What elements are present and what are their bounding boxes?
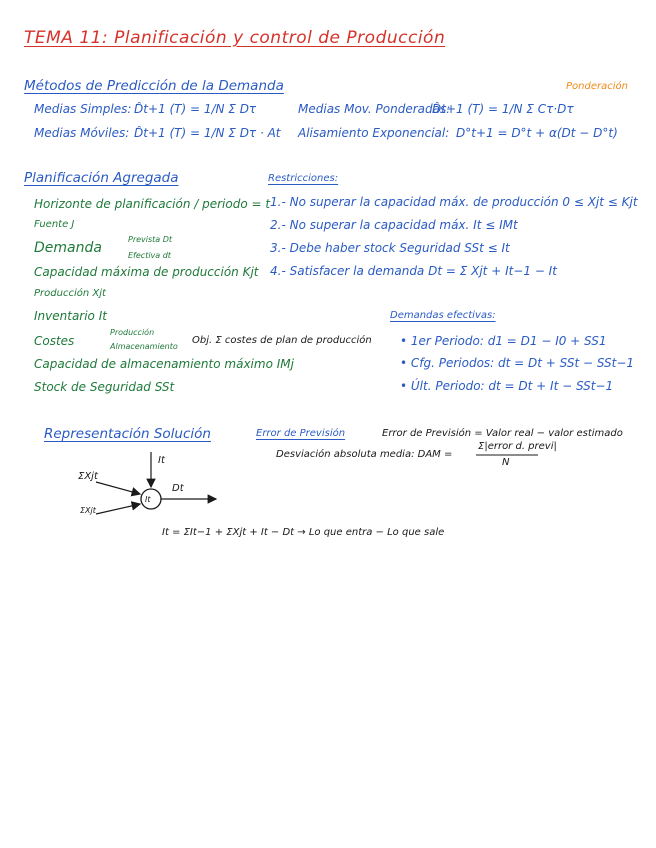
dam-denominator: N xyxy=(502,457,510,468)
node-output: Dt xyxy=(172,483,184,494)
representacion-heading: Representación Solución xyxy=(44,426,211,442)
medias-ponderadas-formula: D̂t+1 (T) = 1/N Σ Cτ·Dτ xyxy=(432,102,574,116)
fuente-text: Fuente J xyxy=(34,219,75,230)
alisamiento-label: Alisamiento Exponencial: xyxy=(298,126,450,140)
demanda-efectiva-2: • Cfg. Periodos: dt = Dt + SSt − SSt−1 xyxy=(400,356,635,370)
cap-almacenamiento-text: Capacidad de almacenamiento máximo IMj xyxy=(34,357,294,371)
restriccion-2: 2.- No superar la capacidad máx. It ≤ IMt xyxy=(270,218,518,232)
costes-produccion: Producción xyxy=(110,328,155,337)
demanda-efectiva-1: • 1er Periodo: d1 = D1 − I0 + SS1 xyxy=(400,334,607,348)
arrow-in-left-top xyxy=(96,482,140,494)
node-input-top: It xyxy=(158,455,165,466)
demanda-prevista: Prevista Dt xyxy=(128,235,173,244)
arrow-in-left-bottom xyxy=(96,504,140,514)
sum-bottom-label: ΣXjt xyxy=(80,506,96,515)
error-definition: Error de Previsión = Valor real − valor estimado xyxy=(382,428,623,439)
demanda-efectiva: Efectiva dt xyxy=(128,251,171,260)
horizonte-text: Horizonte de planificación / periodo = t xyxy=(34,197,271,211)
medias-moviles-formula: D̂t+1 (T) = 1/N Σ Dτ · At xyxy=(134,126,281,140)
capacidad-text: Capacidad máxima de producción Kjt xyxy=(34,265,259,279)
medias-ponderadas-label: Medias Mov. Ponderadas: xyxy=(298,102,451,116)
stock-seguridad-text: Stock de Seguridad SSt xyxy=(34,380,175,394)
medias-simples-label: Medias Simples: xyxy=(34,102,132,116)
page-title: TEMA 11: Planificación y control de Producción xyxy=(24,28,446,48)
restriccion-3: 3.- Debe haber stock Seguridad SSt ≤ It xyxy=(270,241,510,255)
medias-moviles-label: Medias Móviles: xyxy=(34,126,130,140)
restriccion-1: 1.- No superar la capacidad máx. de producción 0 ≤ Xjt ≤ Kjt xyxy=(270,195,638,209)
demanda-efectiva-3: • Últ. Periodo: dt = Dt + It − SSt−1 xyxy=(400,379,614,393)
alisamiento-formula: D°t+1 = D°t + α(Dt − D°t) xyxy=(456,126,618,140)
demanda-label: Demanda xyxy=(34,240,102,256)
sum-top-label: ΣXjt xyxy=(78,471,98,482)
dam-numerator: Σ|error d. previ| xyxy=(478,441,557,452)
demandas-heading: Demandas efectivas: xyxy=(390,310,496,321)
costes-label: Costes xyxy=(34,334,75,348)
restriccion-4: 4.- Satisfacer la demanda Dt = Σ Xjt + It−1 − It xyxy=(270,264,557,278)
metodos-heading: Métodos de Predicción de la Demanda xyxy=(24,78,284,94)
node-label: It xyxy=(145,495,151,504)
balance-equation: It = ΣIt−1 + ΣXjt + It − Dt → Lo que entra − Lo que sale xyxy=(162,527,445,538)
ponderacion-note: Ponderación xyxy=(566,81,628,92)
produccion-text: Producción Xjt xyxy=(34,288,106,299)
dam-label: Desviación absoluta media: DAM = xyxy=(276,449,453,460)
medias-simples-formula: D̂t+1 (T) = 1/N Σ Dτ xyxy=(134,102,257,116)
node-circle xyxy=(141,489,161,509)
costes-almacenamiento: Almacenamiento xyxy=(110,342,178,351)
error-heading: Error de Previsión xyxy=(256,428,346,439)
objetivo-text: Obj. Σ costes de plan de producción xyxy=(192,335,372,346)
inventario-text: Inventario It xyxy=(34,309,107,323)
agregada-heading: Planificación Agregada xyxy=(24,170,179,186)
restricciones-heading: Restricciones: xyxy=(268,173,339,184)
